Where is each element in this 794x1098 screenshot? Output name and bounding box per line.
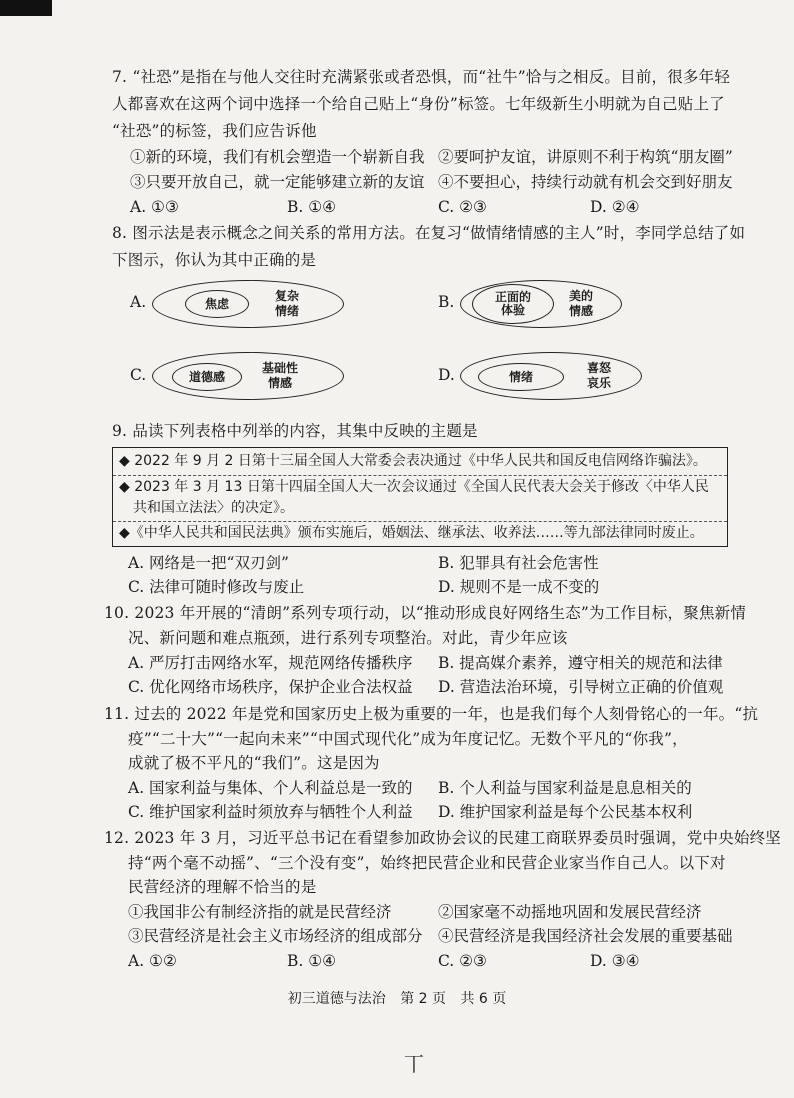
q10-stem-line1: 10. 2023 年开展的“清朗”系列专项行动，以“推动形成良好网络生态”为工作目标，聚焦新情 [104,604,747,622]
q9-info-table [112,447,728,547]
q11-stem-line2: 疫”“二十大”“一起向未来”“中国式现代化”成为年度记忆。无数个平凡的“你我”， [128,730,688,748]
q12-item-2: ②国家毫不动摇地巩固和发展民营经济 [438,903,702,921]
q12-option-b[interactable]: B. ①④ [287,952,337,970]
q8-option-c-label[interactable]: C. [130,366,147,384]
q9-stem: 9. 品读下列表格中列举的内容，其集中反映的主题是 [112,422,478,440]
q8-b-outer-text [556,289,606,319]
q8-option-a-label[interactable]: A. [130,293,147,311]
q12-option-c[interactable]: C. ②③ [438,952,487,970]
q7-stem-line3: “社恐”的标签，我们应告诉他 [112,122,317,140]
q12-stem-line3: 民营经济的理解不恰当的是 [128,878,317,896]
q12-stem-line2: 持“两个毫不动摇”、“三个没有变”，始终把民营企业和民营企业家当作自己人。以下对 [128,854,726,872]
q8-d-outer-text [574,361,624,391]
q9-table-row-2a: ◆ 2023 年 3 月 13 日第十四届全国人大一次会议通过《全国人民代表大会关于修改〈中华人民 [119,479,709,495]
q8-c-outer-text-line1: 基础性 [261,361,298,375]
q8-b-inner-ellipse [472,284,554,324]
q9-table-divider-1 [113,475,727,476]
q8-b-inner-text-line2: 体验 [500,303,525,317]
q8-d-inner-text: 情绪 [508,369,533,384]
q9-table-row-1: ◆ 2022 年 9 月 2 日第十三届全国人大常委会表决通过《中华人民共和国反电信网络诈骗法》。 [119,453,707,469]
q7-item-3: ③只要开放自己，就一定能够建立新的友谊 [130,173,425,191]
q8-a-outer-text-line1: 复杂 [274,289,299,303]
q8-c-inner-ellipse [172,363,242,391]
q9-table-row-3: ◆《中华人民共和国民法典》颁布实施后，婚姻法、继承法、收养法……等九部法律同时废止。 [119,525,704,541]
q11-option-d[interactable]: D. 维护国家利益是每个公民基本权利 [438,803,693,821]
q10-stem-line2: 况、新问题和难点瓶颈，进行系列专项整治。对此，青少年应该 [128,629,568,647]
q8-b-inner-text-line1: 正面的 [494,290,531,304]
q7-stem-line1: 7. “社恐”是指在与他人交往时充满紧张或者恐惧，而“社牛”恰与之相反。目前，很多年轻 [112,68,731,86]
q9-option-d[interactable]: D. 规则不是一成不变的 [438,578,600,596]
q12-item-4: ④民营经济是我国经济社会发展的重要基础 [438,927,733,945]
q7-option-b[interactable]: B. ①④ [287,198,337,216]
q7-option-a[interactable]: A. ①③ [130,198,179,216]
footer-page-number: 第 2 页 [400,991,446,1007]
q8-a-inner-text: 焦虑 [204,296,229,311]
q9-option-c[interactable]: C. 法律可随时修改与废止 [128,578,305,596]
q8-a-inner-ellipse [185,290,249,318]
q10-option-c[interactable]: C. 优化网络市场秩序，保护企业合法权益 [128,678,413,696]
q9-table-divider-2 [113,521,727,522]
q8-b-outer-text-line2: 情感 [568,304,593,318]
q12-stem-line1: 12. 2023 年 3 月，习近平总书记在看望参加政协会议的民建工商联界委员时强调，党中央始终坚 [104,829,781,847]
corner-scan-mark [0,0,52,16]
q8-stem-line1: 8. 图示法是表示概念之间关系的常用方法。在复习“做情绪情感的主人”时，李同学总结了如 [112,224,746,242]
footer-subject: 初三道德与法治 [287,991,386,1007]
q12-item-1: ①我国非公有制经济指的就是民营经济 [128,903,392,921]
q11-option-a[interactable]: A. 国家利益与集体、个人利益总是一致的 [128,779,413,797]
q8-d-inner-ellipse [478,363,564,391]
q12-option-a[interactable]: A. ①② [128,952,177,970]
q11-option-b[interactable]: B. 个人利益与国家利益是息息相关的 [438,779,692,797]
q7-option-d[interactable]: D. ②④ [590,198,640,216]
q11-stem-line3: 成就了极不平凡的“我们”。这是因为 [128,754,380,772]
q8-c-outer-text [252,361,308,391]
q8-stem-line2: 下图示，你认为其中正确的是 [112,251,317,269]
q8-option-d-label[interactable]: D. [438,366,455,384]
q11-stem-line1: 11. 过去的 2022 年是党和国家历史上极为重要的一年，也是我们每个人刻骨铭心的一年。“抗 [104,705,759,723]
q8-a-outer-text [262,289,312,319]
q8-c-inner-text: 道德感 [188,369,225,384]
q8-d-outer-text-line1: 喜怒 [586,361,611,375]
footer-total-pages: 共 6 页 [460,991,507,1007]
q12-option-d[interactable]: D. ③④ [590,952,640,970]
q7-option-c[interactable]: C. ②③ [438,198,487,216]
page-footer [0,988,794,1008]
q9-option-a[interactable]: A. 网络是一把“双刃剑” [128,554,289,572]
q12-item-3: ③民营经济是社会主义市场经济的组成部分 [128,927,423,945]
q9-option-b[interactable]: B. 犯罪具有社会危害性 [438,554,599,572]
q7-stem-line2: 人都喜欢在这两个词中选择一个给自己贴上“身份”标签。七年级新生小明就为自己贴上了 [112,95,725,113]
q8-d-outer-text-line2: 哀乐 [586,376,611,390]
q7-item-2: ②要呵护友谊，讲原则不利于构筑“朋友圈” [438,148,733,166]
q8-c-outer-text-line2: 情感 [267,376,292,390]
q9-table-row-2b: 共和国立法法〉的决定》。 [133,500,294,516]
q8-a-outer-text-line2: 情绪 [274,304,299,318]
bottom-binding-mark: 丅 [404,1052,424,1076]
q10-option-a[interactable]: A. 严厉打击网络水军，规范网络传播秩序 [128,654,413,672]
q11-option-c[interactable]: C. 维护国家利益时须放弃与牺牲个人利益 [128,803,413,821]
q10-option-d[interactable]: D. 营造法治环境，引导树立正确的价值观 [438,678,724,696]
q10-option-b[interactable]: B. 提高媒介素养，遵守相关的规范和法律 [438,654,723,672]
q8-b-outer-text-line1: 美的 [568,289,593,303]
q8-option-b-label[interactable]: B. [438,293,455,311]
q7-item-4: ④不要担心，持续行动就有机会交到好朋友 [438,173,733,191]
q7-item-1: ①新的环境，我们有机会塑造一个崭新自我 [130,148,425,166]
